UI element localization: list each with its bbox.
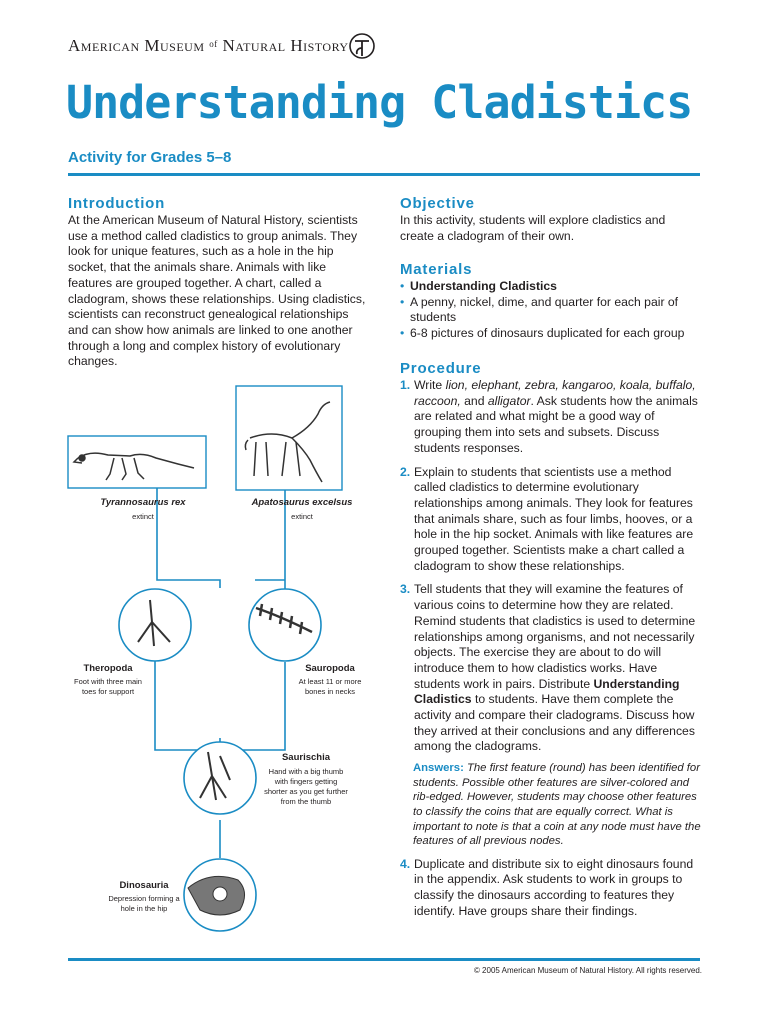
introduction-text: At the American Museum of Natural History, scientists use a method called cladistics to group animals. They look for unique features, such as a hole in the hip socket, that the animals share. Animals with like features are grouped together. A chart, called a cladogram, shows these relationships. Using cladistics, scientists can reconstruct genealogical relationships and can show how animals are linked to one another through a long and complex history of evolutionary changes. <box>68 213 366 369</box>
procedure-step-4 <box>400 857 702 920</box>
museum-name <box>68 36 349 56</box>
materials-item <box>400 295 700 326</box>
step-number: 2. <box>400 464 411 479</box>
step-text: Duplicate and distribute six to eight dinosaurs found in the appendix. Ask students to work in groups to classify the dinosaurs according to features they identify. Have groups share their findings. <box>414 856 694 918</box>
dinosauria-name: Dinosauria <box>119 880 169 891</box>
step-alligator: alligator <box>487 393 531 408</box>
saurischia-desc: Hand with a big thumb with fingers getting shorter as you get further from the thumb <box>264 767 348 806</box>
theropoda-name: Theropoda <box>83 663 133 674</box>
cladogram-diagram <box>60 380 380 940</box>
answers-note <box>413 761 702 849</box>
step-number: 1. <box>400 378 411 392</box>
step-text: to students. Have them complete the activity and compare their cladograms. Discuss how they arrived at their conclusions and any differences among the cladograms. <box>414 692 695 754</box>
answers-label: Answers: <box>413 762 464 775</box>
procedure-list <box>400 378 702 928</box>
materials-item-text: A penny, nickel, dime, and quarter for each pair of students <box>410 294 679 325</box>
step-text: Write <box>414 378 446 392</box>
introduction-heading: Introduction <box>68 195 166 212</box>
materials-heading: Materials <box>400 261 473 278</box>
step-text: . Ask students how the animals are related and what might be a good way of grouping them into sets and subsets. Discuss students responses. <box>414 393 698 455</box>
bottom-divider <box>68 958 700 961</box>
materials-item-text: 6-8 pictures of dinosaurs duplicated for each group <box>410 326 685 341</box>
grade-subtitle: Activity for Grades 5–8 <box>68 149 232 166</box>
objective-text: In this activity, students will explore cladistics and create a cladogram of their own. <box>400 213 666 243</box>
museum-name-of: of <box>209 39 218 49</box>
apatosaurus-name-text: Apatosaurus excelsus <box>251 497 353 508</box>
saurischia-node <box>184 742 256 814</box>
procedure-step-2 <box>400 465 702 575</box>
theropoda-desc: Foot with three main toes for support <box>74 677 142 696</box>
objective-heading: Objective <box>400 195 475 212</box>
materials-item <box>400 326 700 342</box>
step-text: and <box>460 393 488 408</box>
step-number: 4. <box>400 856 411 871</box>
procedure-step-3 <box>400 582 702 848</box>
trex-name <box>68 497 218 508</box>
trex-name-text: Tyrannosaurus rex <box>100 497 186 508</box>
apatosaurus-name <box>227 497 377 508</box>
sauropoda-node <box>249 589 321 661</box>
step-bold: Understanding Cladistics <box>414 676 680 707</box>
page-title: Understanding Cladistics <box>66 76 693 129</box>
materials-item <box>400 279 700 295</box>
answers-text: The first feature (round) has been identified for students. Possible other features are silver-colored and rib-edged. However, students may choose other features to classify the coins that are equally correct. What is important to note is that a coin at any node must have the features of all previous nodes. <box>413 762 701 848</box>
procedure-heading: Procedure <box>400 360 482 377</box>
dinosauria-desc: Depression forming a hole in the hip <box>108 894 180 913</box>
top-divider <box>68 173 700 176</box>
sauropoda-desc: At least 11 or more bones in necks <box>298 677 362 696</box>
trex-frame <box>68 436 206 488</box>
step-number: 3. <box>400 582 411 597</box>
museum-name-part-2: Natural History <box>222 36 349 55</box>
step-text: Explain to students that scientists use a method called cladistics to determine evolutionary relationships among animals. They look for features that animals share, such as four limbs, hooves, or a hole in the hip socket. Animals with like features are grouped together. Scientists make a chart called a cladogram to show these relationships. <box>414 464 694 573</box>
copyright-notice: © 2005 American Museum of Natural History. All rights reserved. <box>473 966 702 975</box>
step-animals: lion, elephant, zebra, kangaroo, koala, buffalo, raccoon, <box>414 378 696 408</box>
procedure-step-1 <box>400 378 702 457</box>
materials-item-text: Understanding Cladistics <box>410 279 557 293</box>
museum-logo-icon <box>348 32 376 60</box>
step-text: Tell students that they will examine the features of various coins to determine how they are related. Remind students that cladistics is used to determine relationships among organisms, and not necessarily objects. The exercise they are about to do will introduce them to how cladistics works. Have students work in pairs. Distribute <box>414 582 696 691</box>
trex-status: extinct <box>132 512 154 521</box>
apatosaurus-status: extinct <box>291 512 313 521</box>
museum-name-part-1: American Museum <box>68 36 205 55</box>
saurischia-name: Saurischia <box>281 752 331 763</box>
sauropoda-name: Sauropoda <box>305 663 355 674</box>
materials-list <box>400 279 700 342</box>
